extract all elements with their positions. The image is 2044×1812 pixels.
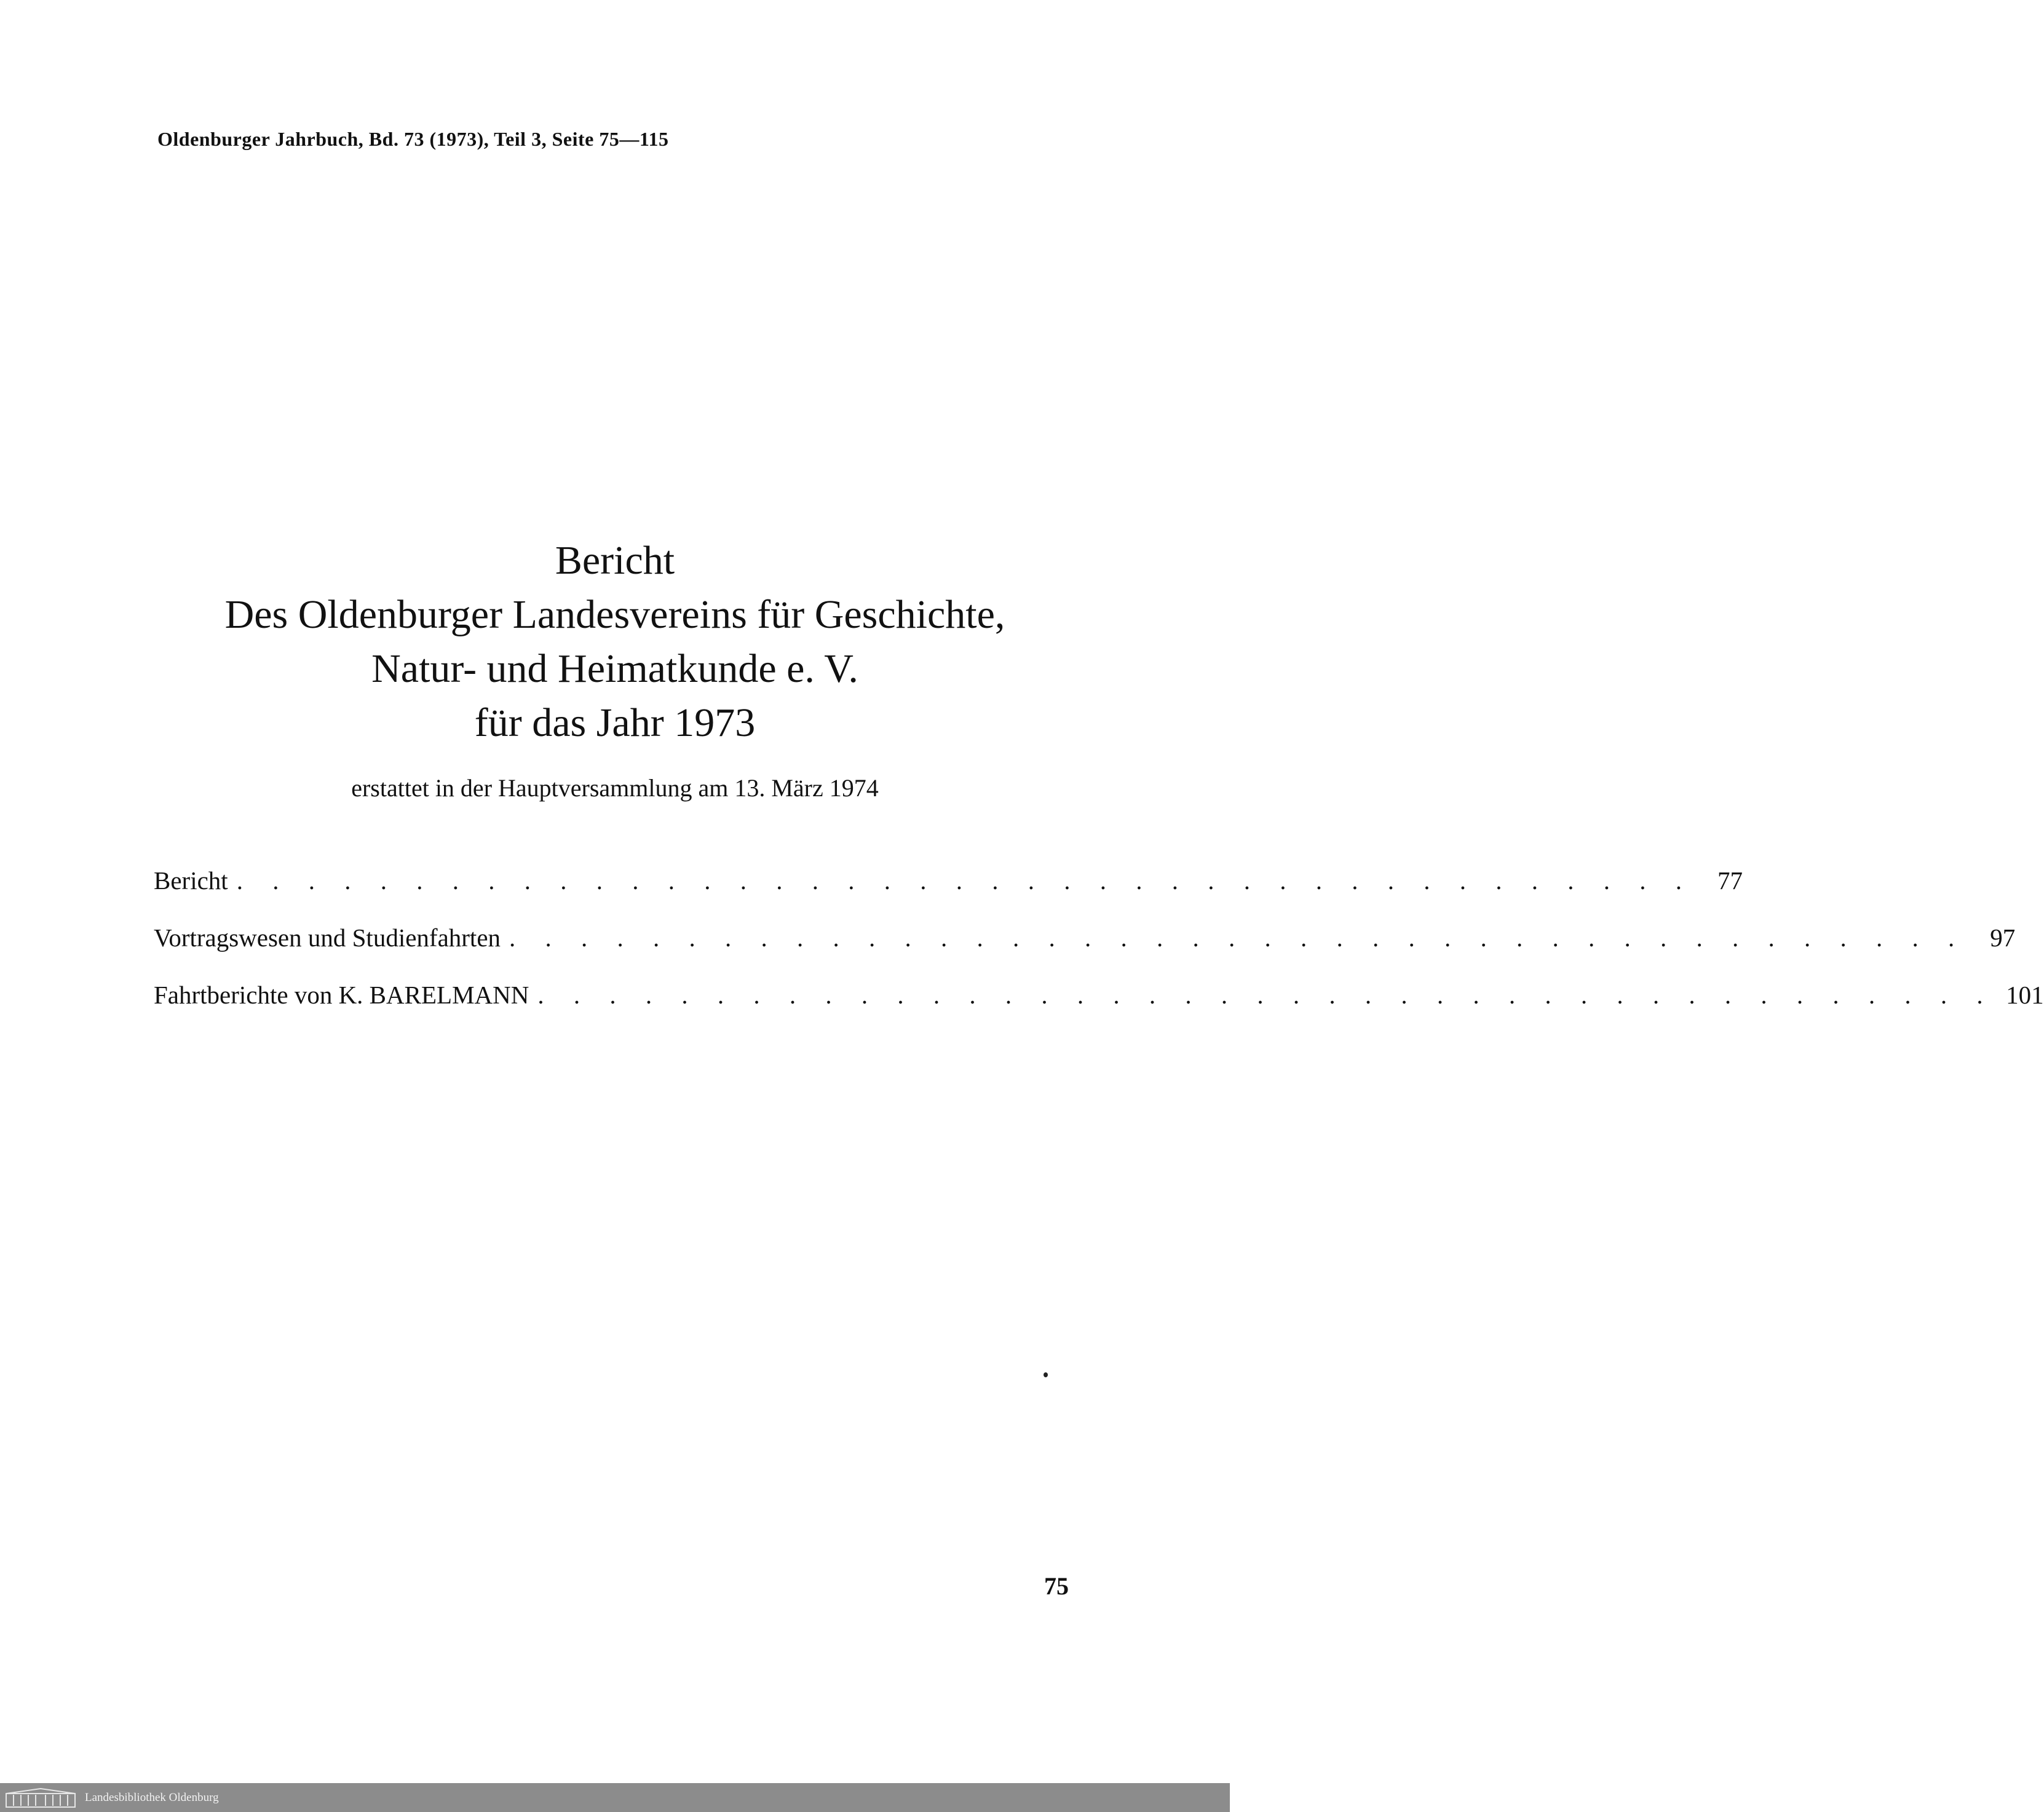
toc-entry — [154, 866, 1743, 923]
footer-bar — [0, 1783, 1230, 1812]
subtitle: erstattet in der Hauptversammlung am 13. März 1974 — [351, 774, 879, 802]
toc-dot-leader: . . . . . . . . . . . . . . . . . . . . . . . . . . . . . . . . . . . . . . . . . — [236, 866, 1693, 895]
print-speck — [1044, 1372, 1048, 1377]
toc-entry-page: 101 — [2006, 981, 2044, 1009]
table-of-contents — [154, 866, 2044, 1037]
title-line: Natur- und Heimatkunde e. V. — [371, 646, 858, 691]
page-number: 75 — [1044, 1572, 1069, 1600]
toc-entry-label: Fahrtberichte von K. BARELMANN — [154, 981, 529, 1009]
title-block — [0, 534, 1230, 805]
title-line: für das Jahr 1973 — [474, 700, 756, 745]
toc-entry — [154, 923, 2016, 980]
title-line: Bericht — [555, 538, 675, 583]
title-line: Des Oldenburger Landesvereins für Geschichte, — [224, 592, 1005, 637]
toc-entry-label: Bericht — [154, 866, 228, 895]
library-building-icon — [5, 1787, 76, 1808]
toc-entry-label: Vortragswesen und Studienfahrten — [154, 924, 501, 952]
library-name: Landesbibliothek Oldenburg — [85, 1790, 219, 1804]
toc-entry — [154, 980, 2044, 1037]
running-head: Oldenburger Jahrbuch, Bd. 73 (1973), Teil 3, Seite 75—115 — [157, 128, 669, 150]
toc-entry-page: 77 — [1717, 866, 1743, 895]
toc-dot-leader: . . . . . . . . . . . . . . . . . . . . . . . . . . . . . . . . . . . . . . . . . — [509, 924, 1967, 952]
toc-entry-page: 97 — [1990, 924, 2016, 952]
toc-dot-leader: . . . . . . . . . . . . . . . . . . . . . . . . . . . . . . . . . . . . . . . . . — [537, 981, 1995, 1009]
